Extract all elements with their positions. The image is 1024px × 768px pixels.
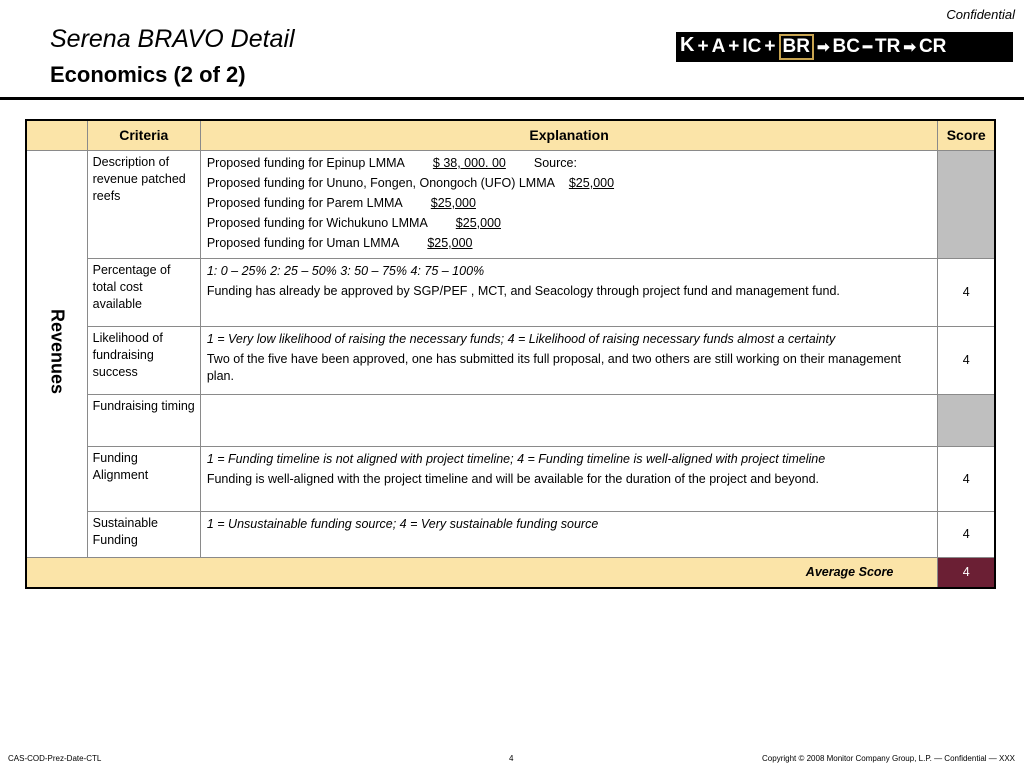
page-subtitle: Economics (2 of 2)	[50, 62, 246, 87]
score-cell: 4	[938, 512, 995, 558]
dash-icon: ━	[863, 39, 873, 56]
explanation-text: Funding has already be approved by SGP/PEF , MCT, and Seacology through project fund and management fund.	[206, 284, 840, 298]
header-explanation: Explanation	[200, 120, 938, 151]
explanation-cell	[200, 327, 938, 395]
explanation-text: Two of the five have been approved, one has submitted its full proposal, and two others are still working on their management plan.	[206, 352, 901, 383]
header-criteria: Criteria	[87, 120, 200, 151]
header-score: Score	[938, 120, 995, 151]
table-row	[26, 151, 995, 259]
confidential-label: Confidential	[946, 7, 1015, 22]
economics-table	[25, 119, 996, 589]
funding-amount: $25,000	[430, 196, 476, 210]
score-cell	[938, 395, 995, 447]
funding-amount: $ 38, 000. 00	[432, 156, 506, 170]
funding-line: Proposed funding for Ununo, Fongen, Onongoch (UFO) LMMA $25,000	[206, 176, 615, 190]
arrow-right-icon: ➡	[903, 39, 916, 56]
framework-logo	[676, 32, 1013, 62]
logo-bc: BC	[832, 36, 860, 57]
logo-k: K	[680, 33, 695, 56]
title-divider	[0, 97, 1024, 100]
footer-page-number: 4	[509, 754, 514, 763]
table-row	[26, 327, 995, 395]
score-cell: 4	[938, 259, 995, 327]
score-cell	[938, 151, 995, 259]
scoring-scale: 1 = Very low likelihood of raising the necessary funds; 4 = Likelihood of raising necessary funds almost a certainty	[206, 332, 836, 346]
funding-line: Proposed funding for Parem LMMA $25,000	[206, 196, 476, 210]
criteria-cell: Description of revenue patched reefs	[87, 151, 200, 259]
scoring-scale: 1 = Unsustainable funding source; 4 = Very sustainable funding source	[206, 517, 599, 531]
logo-tr: TR	[875, 36, 901, 57]
footer-copyright: Copyright © 2008 Monitor Company Group, L.P. — Confidential — XXX	[762, 754, 1015, 763]
table-row	[26, 259, 995, 327]
header-blank	[26, 120, 87, 151]
source-label: Source:	[533, 156, 577, 170]
explanation-cell	[200, 395, 938, 447]
scoring-scale: 1: 0 – 25% 2: 25 – 50% 3: 50 – 75% 4: 75 – 100%	[206, 264, 485, 278]
logo-plus: +	[728, 36, 740, 57]
table-row	[26, 512, 995, 558]
criteria-cell: Sustainable Funding	[87, 512, 200, 558]
table-row	[26, 447, 995, 512]
criteria-cell: Percentage of total cost available	[87, 259, 200, 327]
page-title: Serena BRAVO Detail	[50, 25, 295, 53]
explanation-cell	[200, 512, 938, 558]
funding-line: Proposed funding for Wichukuno LMMA $25,000	[206, 216, 501, 230]
table-header-row	[26, 120, 995, 151]
group-cell	[26, 151, 87, 558]
criteria-cell: Likelihood of fundraising success	[87, 327, 200, 395]
table-row	[26, 395, 995, 447]
logo-cr: CR	[918, 36, 947, 57]
logo-br-highlight: BR	[779, 34, 814, 60]
funding-amount: $25,000	[455, 216, 501, 230]
average-score-value: 4	[938, 558, 995, 588]
funding-amount: $25,000	[568, 176, 615, 190]
logo-ic: IC	[742, 36, 762, 57]
logo-plus: +	[697, 36, 709, 57]
explanation-text: Funding is well-aligned with the project timeline and will be available for the duration of the project and beyond.	[206, 472, 820, 486]
average-score-label: Average Score	[26, 558, 938, 588]
funding-line: Proposed funding for Epinup LMMA $ 38, 000. 00 Source:	[206, 156, 577, 170]
logo-plus: +	[764, 36, 776, 57]
group-label-revenues: Revenues	[47, 308, 68, 395]
arrow-right-icon: ➡	[816, 39, 830, 56]
criteria-cell: Funding Alignment	[87, 447, 200, 512]
funding-amount: $25,000	[427, 236, 473, 250]
scoring-scale: 1 = Funding timeline is not aligned with project timeline; 4 = Funding timeline is well-aligned with project timeline	[206, 452, 826, 466]
score-cell: 4	[938, 447, 995, 512]
logo-a: A	[711, 36, 726, 57]
explanation-cell	[200, 151, 938, 259]
explanation-cell	[200, 259, 938, 327]
funding-line: Proposed funding for Uman LMMA $25,000	[206, 236, 473, 250]
footer-doc-id: CAS-COD-Prez-Date-CTL	[8, 754, 102, 763]
criteria-cell: Fundraising timing	[87, 395, 200, 447]
average-row	[26, 558, 995, 588]
score-cell: 4	[938, 327, 995, 395]
explanation-cell	[200, 447, 938, 512]
